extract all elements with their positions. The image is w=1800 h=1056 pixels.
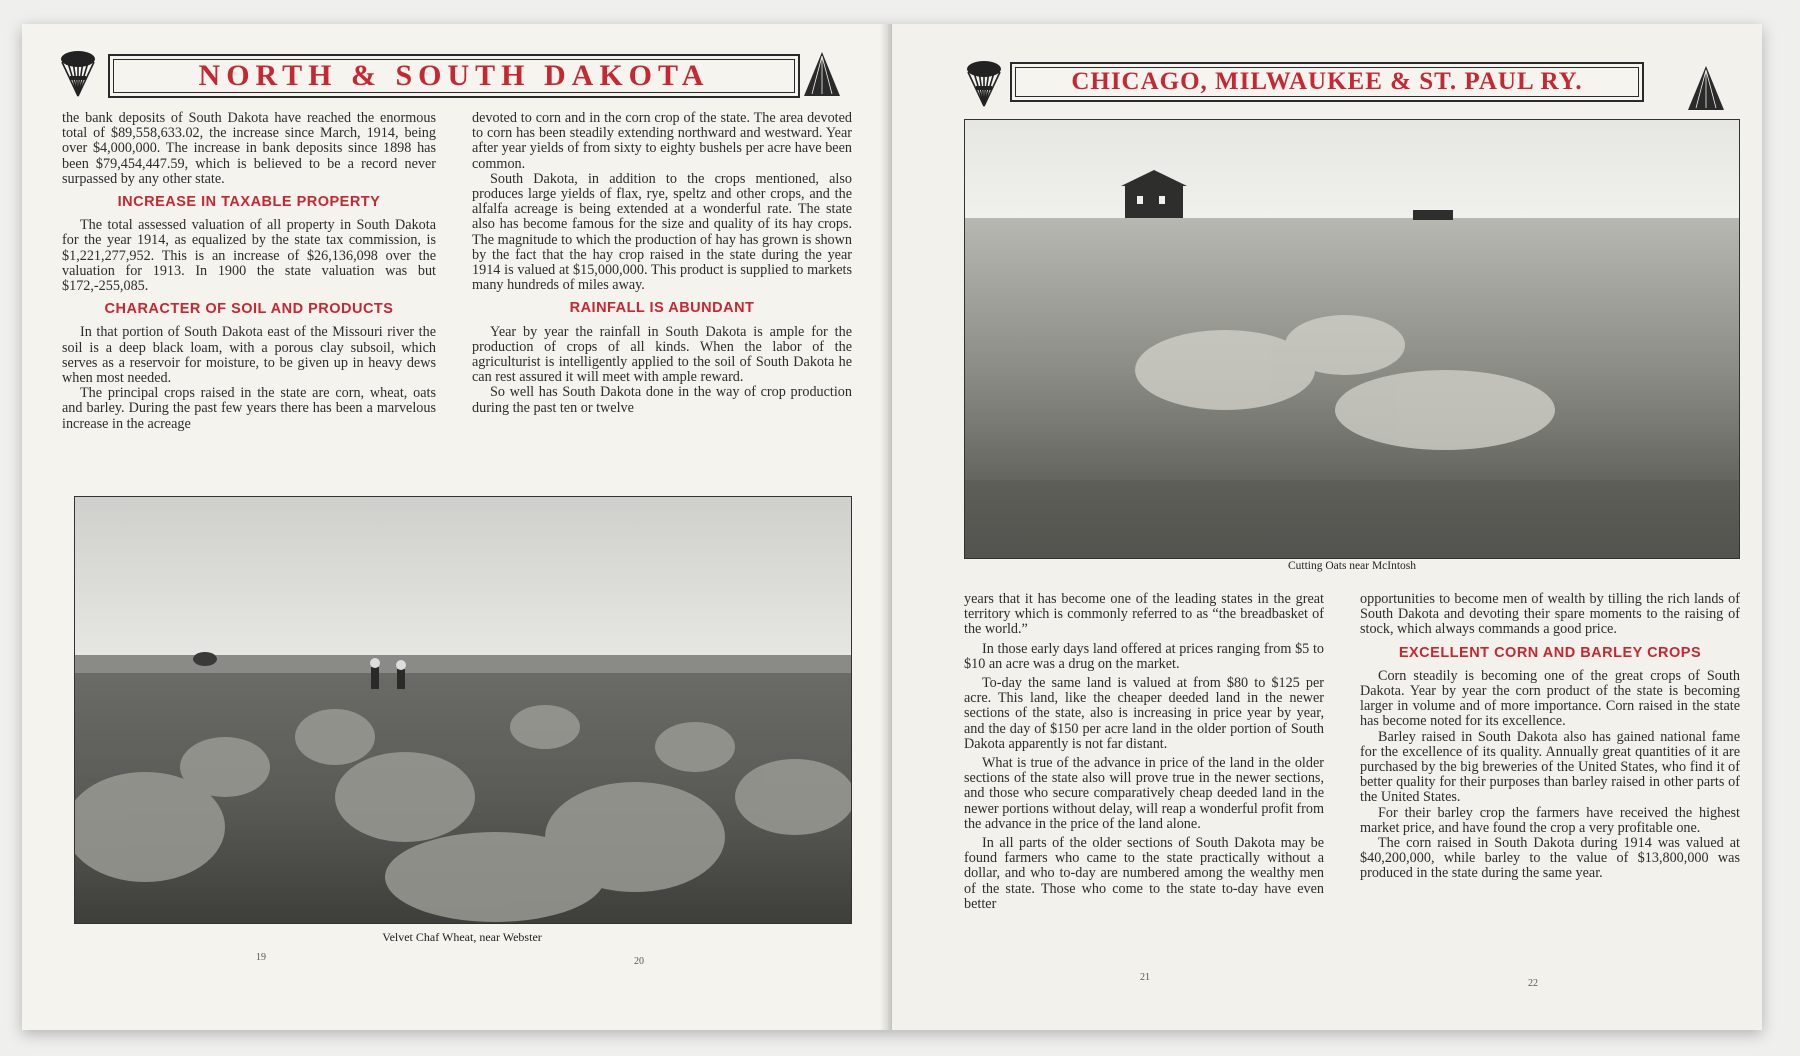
page-number: 20: [634, 956, 644, 967]
paragraph: Corn steadily is becoming one of the great crops of South Dakota. Year by year the corn product of the state is becoming larger in volume and of more importance. Corn raised in the state has become noted for its excellence.: [1360, 667, 1740, 730]
section-heading: EXCELLENT CORN AND BARLEY CROPS: [1398, 644, 1702, 661]
right-column-2: [1360, 592, 1740, 882]
left-page: [22, 24, 888, 1030]
booklet-spread: [22, 24, 1762, 1030]
paragraph: The corn raised in South Dakota during 1914 was valued at $40,200,000, while barley to the value of $13,800,000 was produced in the state during the same year.: [1360, 835, 1740, 882]
wheat-sheaf-icon: [962, 60, 1006, 108]
right-page-title: CHICAGO, MILWAUKEE & ST. PAUL RY.: [1071, 68, 1583, 95]
paragraph: The total assessed valuation of all property in South Dakota for the year 1914, as equalized by the state tax commission, is $1,221,277,952. This is an increase of $26,136,098 over the valuation for 1913. In 1900 the state valuation was but $172,-255,085.: [62, 217, 436, 295]
left-page-title: NORTH & SOUTH DAKOTA: [198, 59, 710, 92]
left-photo-caption: Velvet Chaf Wheat, near Webster: [382, 930, 542, 944]
paragraph: In those early days land offered at prices ranging from $5 to $10 an acre was a drug on the market.: [964, 640, 1324, 672]
left-column-1: [62, 111, 436, 432]
paragraph: years that it has become one of the leading states in the great territory which is commonly referred to as “the breadbasket of the world.”: [964, 591, 1324, 638]
left-page-banner: [108, 54, 800, 98]
right-page-banner: [1010, 62, 1644, 102]
paragraph: To-day the same land is valued at from $80 to $125 per acre. This land, like the cheaper deeded land in the newer sections of the state, also is increasing in price year by year, and the day of $150 per acre land in the older portion of South Dakota apparently is not far distant.: [964, 675, 1324, 752]
wheat-shock-icon: [1684, 64, 1728, 112]
section-heading: RAINFALL IS ABUNDANT: [569, 300, 755, 317]
wheat-sheaf-icon: [56, 50, 100, 98]
section-heading: INCREASE IN TAXABLE PROPERTY: [117, 194, 381, 211]
oats-field-photo: [964, 119, 1740, 559]
paragraph: In that portion of South Dakota east of the Missouri river the soil is a deep black loam, with a porous clay subsoil, which serves as a reservoir for moisture, to be given up in heavy dews when most needed.: [62, 324, 436, 387]
paragraph: For their barley crop the farmers have received the highest market price, and have found the crop a very profitable one.: [1360, 804, 1740, 836]
paragraph: The principal crops raised in the state are corn, wheat, oats and barley. During the past few years there has been a marvelous increase in the acreage: [62, 385, 436, 432]
paragraph: opportunities to become men of wealth by tilling the rich lands of South Dakota and devoting their spare moments to the raising of stock, which always commands a good price.: [1360, 591, 1740, 638]
paragraph: Barley raised in South Dakota also has gained national fame for the excellence of its quality. Annually great quantities of it are purchased by the big breweries of the United States, who find it of better quality for their purposes than barley raised in other parts of the United States.: [1360, 728, 1740, 806]
page-number: 21: [1140, 972, 1150, 983]
wheat-field-photo: [74, 496, 852, 924]
page-number: 19: [256, 952, 266, 963]
right-page: [892, 24, 1762, 1030]
paragraph: devoted to corn and in the corn crop of the state. The area devoted to corn has been steadily extending northward and westward. Year after year yields of from sixty to eighty bushels per acre have been common.: [472, 110, 852, 172]
paragraph: So well has South Dakota done in the way of crop production during the past ten or twelve: [472, 384, 852, 416]
right-column-1: [964, 592, 1324, 912]
paragraph: What is true of the advance in price of the land in the older sections of the state also will prove true in the newer sections, and those who secure comparatively cheap deeded land in the newer portions without delay, will reap a wonderful profit from the advance in the price of the land alone.: [964, 755, 1324, 832]
right-photo-caption: Cutting Oats near McIntosh: [1287, 560, 1417, 572]
section-heading: CHARACTER OF SOIL AND PRODUCTS: [104, 301, 394, 318]
left-column-2: [472, 111, 852, 416]
page-number: 22: [1528, 978, 1538, 989]
paragraph: South Dakota, in addition to the crops mentioned, also produces large yields of flax, rye, speltz and other crops, and the alfalfa acreage is being extended at a wonderful rate. The state also has become famous for the size and quality of its hay crops. The magnitude to which the production of hay has grown is shown by the fact that the hay crop raised in the state during the year 1914 is valued at $15,000,000. This product is supplied to markets many hundreds of miles away.: [472, 170, 852, 294]
paragraph: In all parts of the older sections of South Dakota may be found farmers who came to the state practically without a dollar, and who to-day are numbered among the wealthy men of the state. Those who come to the state to-day have even better: [964, 835, 1324, 912]
paragraph: the bank deposits of South Dakota have reached the enormous total of $89,558,633.02, the increase since March, 1914, being over $4,000,000. The increase in bank deposits since 1898 has been $79,454,447.59, which is believed to be a record never surpassed by any other state.: [62, 110, 436, 187]
paragraph: Year by year the rainfall in South Dakota is ample for the production of crops of all kinds. When the labor of the agriculturist is intelligently applied to the soil of South Dakota he can rest assured it will meet with ample reward.: [472, 323, 852, 386]
wheat-shock-icon: [800, 50, 844, 98]
